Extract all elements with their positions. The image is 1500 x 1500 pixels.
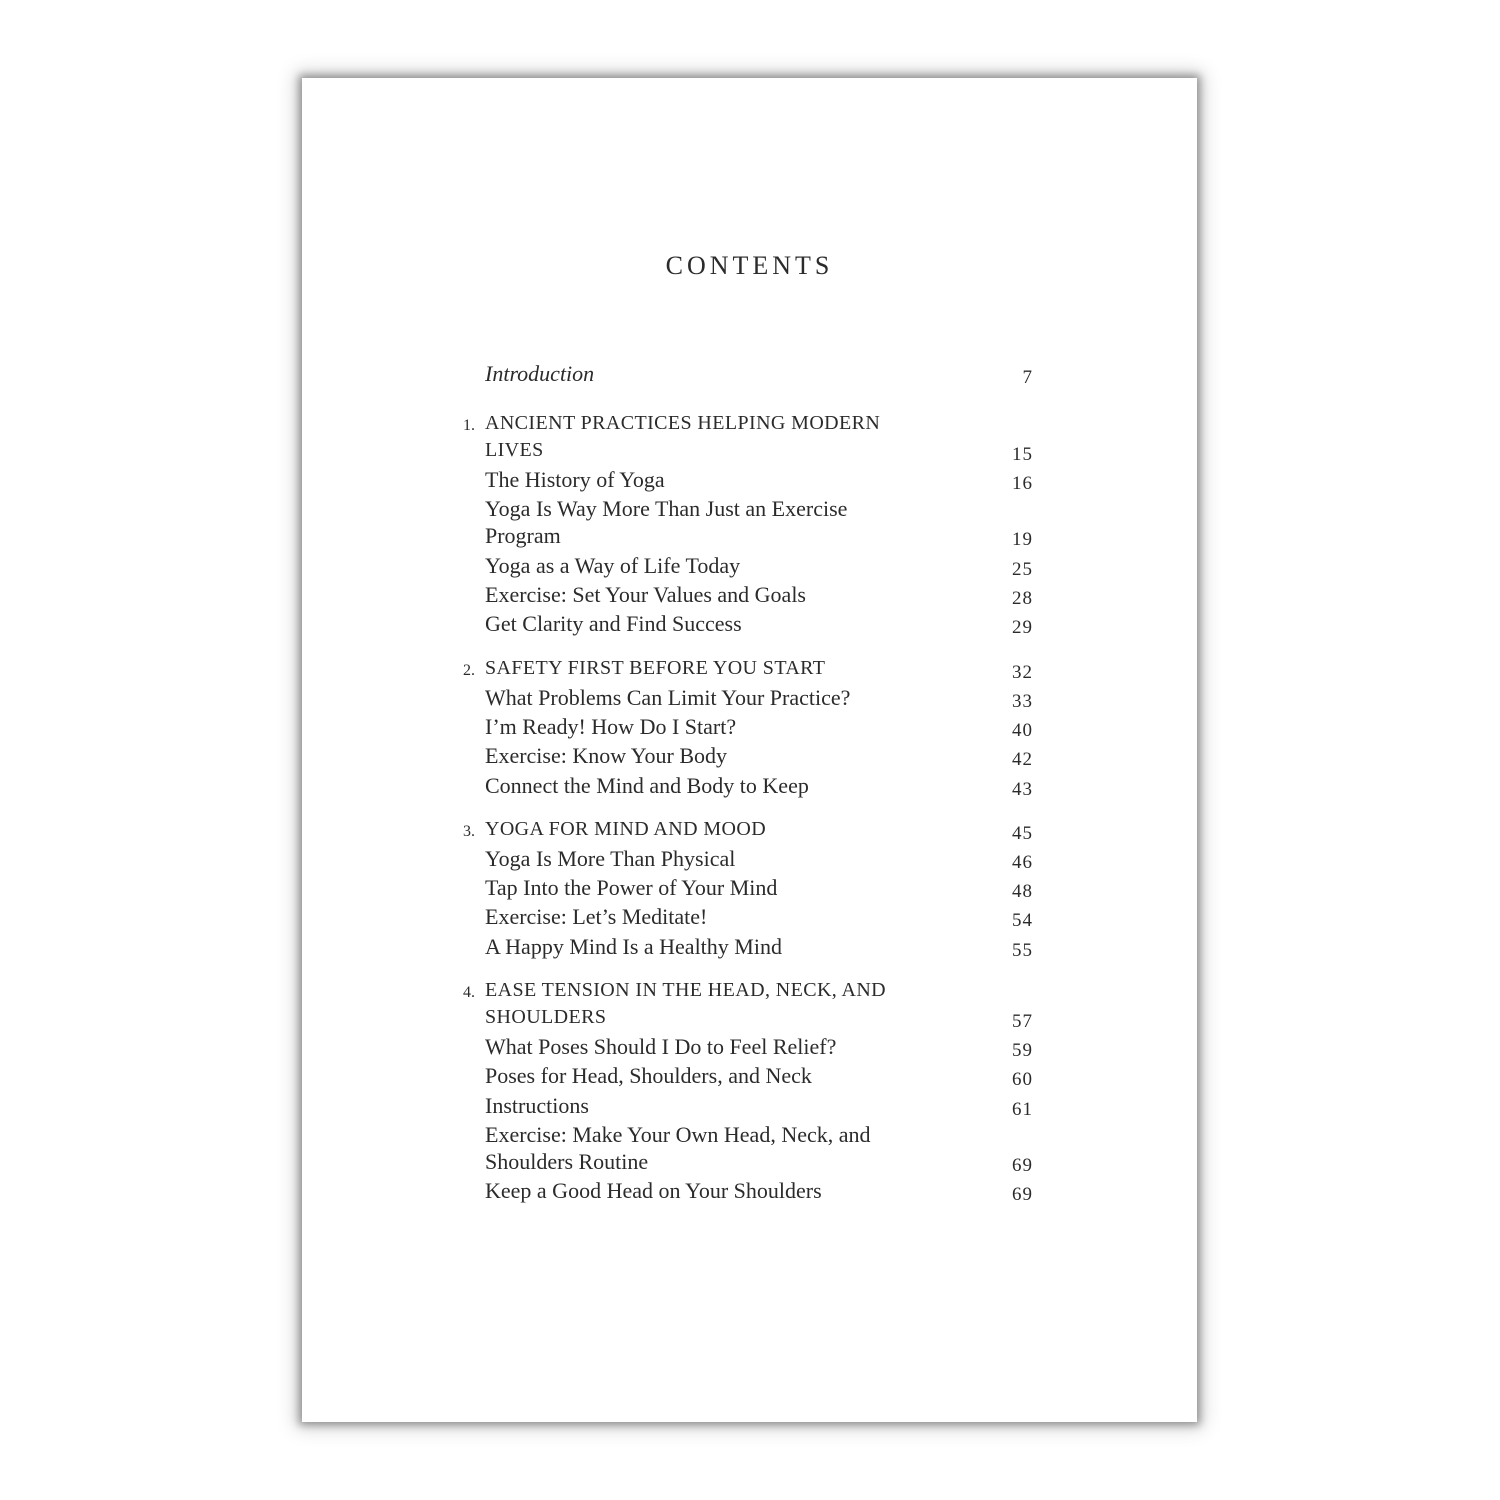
toc-chapter-3 — [463, 816, 1033, 844]
toc-entry-label: Exercise: Make Your Own Head, Neck, and — [485, 1122, 871, 1147]
toc-page-number: 55 — [1012, 940, 1033, 961]
chapter-title-line1: ANCIENT PRACTICES HELPING MODERN — [485, 412, 881, 434]
toc-page-number: 15 — [1012, 444, 1033, 465]
toc-entry-label-line2: Program — [485, 523, 561, 548]
chapter-title-line1: EASE TENSION IN THE HEAD, NECK, AND — [485, 979, 887, 1001]
toc-page-number: 48 — [1012, 881, 1033, 902]
toc-entry — [485, 933, 1033, 960]
toc-entry — [485, 772, 1033, 799]
chapter-title-line1: YOGA FOR MIND AND MOOD — [485, 818, 767, 840]
page-title: CONTENTS — [665, 251, 834, 280]
toc-entry-label: Instructions — [485, 1093, 589, 1118]
toc-entry — [485, 495, 1033, 549]
toc-entry-label: What Problems Can Limit Your Practice? — [485, 685, 851, 710]
chapter-title-line2: SHOULDERS — [485, 1006, 607, 1028]
toc-entry — [485, 552, 1033, 579]
chapter-number: 2. — [463, 662, 475, 679]
toc-page-number: 59 — [1012, 1040, 1033, 1061]
table-of-contents — [302, 78, 1197, 1422]
toc-entry-label-line2: Shoulders Routine — [485, 1149, 649, 1174]
chapter-title-line2: LIVES — [485, 439, 544, 461]
toc-page-number: 69 — [1012, 1184, 1033, 1205]
toc-page-number: 46 — [1012, 852, 1033, 873]
toc-entry — [485, 1092, 1033, 1119]
toc-page-number: 32 — [1012, 662, 1033, 683]
toc-page-number: 54 — [1012, 910, 1033, 931]
toc-entry — [485, 903, 1033, 930]
toc-page-number: 45 — [1012, 823, 1033, 844]
toc-entry-label: Get Clarity and Find Success — [485, 611, 742, 636]
toc-entry-label: Exercise: Set Your Values and Goals — [485, 582, 806, 607]
toc-entry — [485, 845, 1033, 872]
toc-page-number: 40 — [1012, 720, 1033, 741]
toc-entry — [485, 1033, 1033, 1060]
toc-entry-label: The History of Yoga — [485, 467, 665, 492]
book-page — [302, 78, 1197, 1422]
toc-page-number: 16 — [1012, 473, 1033, 494]
toc-entry — [485, 581, 1033, 608]
toc-entry-label: Introduction — [485, 361, 595, 386]
toc-page-number: 25 — [1012, 559, 1033, 580]
toc-entry — [485, 466, 1033, 493]
toc-entry — [485, 874, 1033, 901]
toc-entry-label: Exercise: Know Your Body — [485, 743, 727, 768]
toc-entry-label: Keep a Good Head on Your Shoulders — [485, 1178, 822, 1203]
toc-page-number: 33 — [1012, 691, 1033, 712]
toc-page-number: 7 — [1022, 367, 1033, 388]
toc-entry — [485, 1062, 1033, 1089]
chapter-number: 1. — [463, 417, 475, 434]
toc-page-number: 19 — [1012, 529, 1033, 550]
chapter-number: 4. — [463, 984, 475, 1001]
toc-entry-label: Tap Into the Power of Your Mind — [485, 875, 778, 900]
toc-entry — [485, 684, 1033, 711]
toc-entry-label: I’m Ready! How Do I Start? — [485, 714, 737, 739]
toc-entry-label: A Happy Mind Is a Healthy Mind — [485, 934, 782, 959]
toc-page-number: 69 — [1012, 1155, 1033, 1176]
toc-entry-label: Yoga Is Way More Than Just an Exercise — [485, 496, 848, 521]
toc-page-number: 43 — [1012, 779, 1033, 800]
toc-entry-label: What Poses Should I Do to Feel Relief? — [485, 1034, 837, 1059]
toc-page-number: 57 — [1012, 1011, 1033, 1032]
toc-entry-introduction — [485, 360, 1033, 387]
toc-entry-label: Exercise: Let’s Meditate! — [485, 904, 708, 929]
toc-entry-label: Yoga Is More Than Physical — [485, 846, 736, 871]
toc-page-number: 29 — [1012, 617, 1033, 638]
toc-page-number: 42 — [1012, 749, 1033, 770]
toc-chapter-4 — [463, 977, 1033, 1032]
chapter-number: 3. — [463, 823, 475, 840]
toc-chapter-2 — [463, 655, 1033, 683]
toc-page-number: 61 — [1012, 1099, 1033, 1120]
chapter-title-line1: SAFETY FIRST BEFORE YOU START — [485, 657, 826, 679]
toc-entry-label: Connect the Mind and Body to Keep — [485, 773, 809, 798]
toc-entry-label: Poses for Head, Shoulders, and Neck — [485, 1063, 812, 1088]
toc-chapter-1 — [463, 410, 1033, 465]
toc-page-number: 60 — [1012, 1069, 1033, 1090]
toc-page-number: 28 — [1012, 588, 1033, 609]
toc-entry — [485, 610, 1033, 637]
toc-entry — [485, 1177, 1033, 1204]
toc-entry — [485, 713, 1033, 740]
toc-entry — [485, 742, 1033, 769]
toc-entry-label: Yoga as a Way of Life Today — [485, 553, 741, 578]
toc-entry — [485, 1121, 1033, 1175]
